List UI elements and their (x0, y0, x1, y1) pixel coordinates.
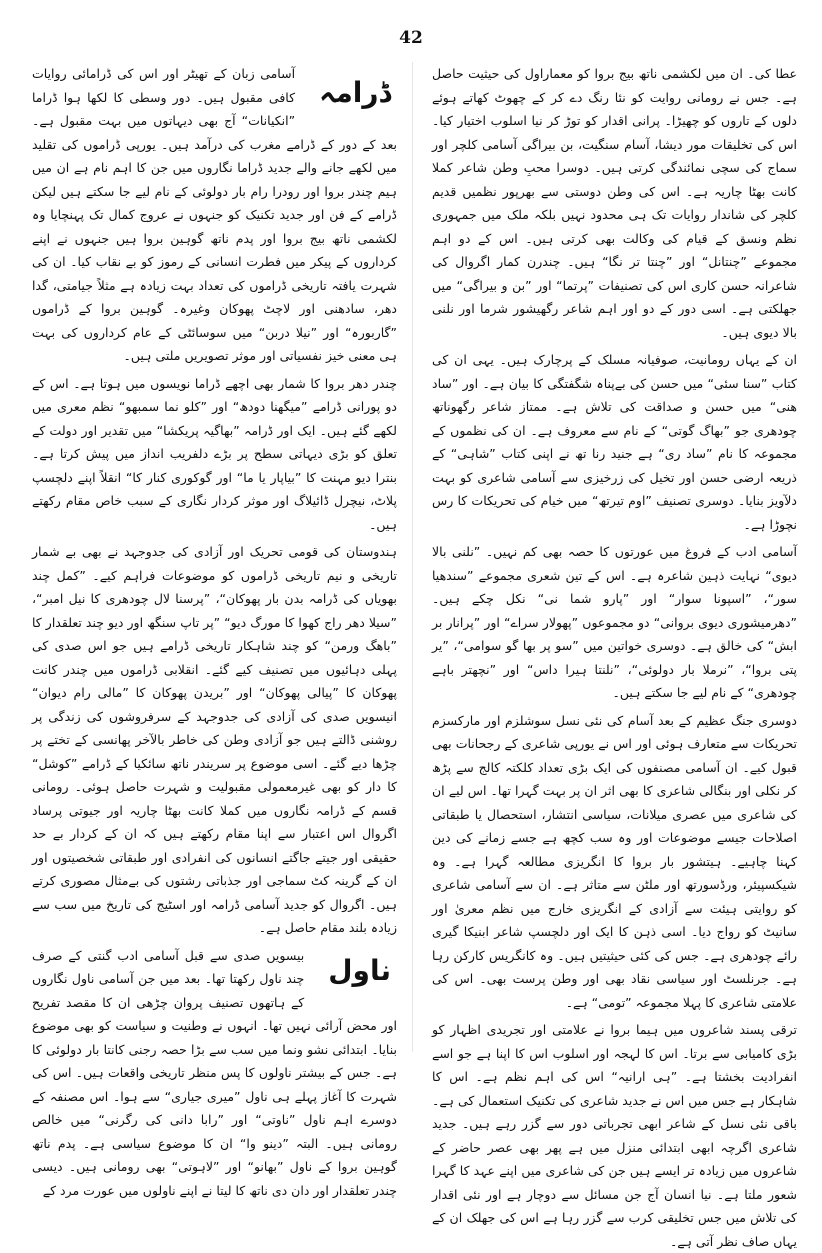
right-paragraph-5: ترقی پسند شاعروں میں ہیما بروا نے علامتی اور تجریدی اظہار کو بڑی کامیابی سے برتا۔ اس کا لہجہ اور اسلوب اس کا اپنا ہے جو اسے انفرادیت بخشتا ہے۔ ”ہی ارانیہ“ اس کی اہم نظم ہے۔ اس کا شاہکار ہے جس میں اس نے جدید شاعری کی تکنیک استعمال کی ہے۔ باقی نئی نسل کے شاعر ابھی تجرباتی دور سے گزر رہے ہیں۔ جدید شاعری اگرچہ ابھی ابتدائی منزل میں ہے پھر بھی عصر حاضر کے شاعروں میں زیادہ تر ایسے ہیں جن کی شاعری میں اپنے عہد کا گہرا شعور ملتا ہے۔ نیا انسان آج جن مسائل سے دوچار ہے اور نئی اقدار کی تلاش میں جس تخلیقی کرب سے گزر رہا ہے اس کی جھلک ان کے یہاں صاف نظر آتی ہے۔ (432, 1022, 797, 1249)
drama-paragraph-1: آسامی زبان کے تھیٹر اور اس کی ڈرامائی روایات کافی مقبول ہیں۔ دور وسطی کا لکھا ہوا ڈراما ”انکیانات“ آج بھی دیہاتوں میں بہت مقبول ہے۔ بعد کے دور کے ڈرامے مغرب کی درآمد ہیں۔ یورپی ڈراموں کی تقلید میں لکھے جانے والے جدید ڈراما نگاروں میں جن کا اہم نام ہے ان میں ہیم چندر بروا اور رودرا رام بار دولوئی کے نام لیے جا سکتے ہیں لیکن ڈرامے کے فن اور جدید تکنیک کو جنہوں نے عروج کمال تک پہنچایا وہ لکشمی ناتھ بیج بروا اور پدم ناتھ گوہین بروا ہیں جنہوں نے اپنے کرداروں کے پیکر میں فطرت انسانی کے رموز کو بے نقاب کیا۔ ان کی شہرت یافتہ تاریخی ڈراموں کی تعداد بہت زیادہ ہے مثلاً جیامتی، گدا دھر، سادھنی اور لاچٹ پھوکان وغیرہ۔ گوہین بروا کے ڈراموں ”گاربورہ“ اور ”نیلا دربن“ میں سوسائٹی کے عام کرداروں کی بہت ہی معنی خیز نفسیاتی اور موثر تصویریں ملتی ہیں۔ (32, 66, 397, 363)
novel-heading: ناول (328, 953, 391, 987)
right-paragraph-2: ان کے یہاں رومانیت، صوفیانہ مسلک کے پرچارک ہیں۔ یہی ان کی کتاب ”سنا سئی“ میں حسن کی بےپناہ شگفتگی کا بیان ہے۔ اور ”ساد ھنی“ میں حسن و صداقت کی تلاش ہے۔ ممتاز شاعر رگھوناتھ چودھری جو ”بھاگ گوتی“ کے نام سے معروف ہے۔ ان کی نظموں کے مجموعہ کا نام ”ساد ری“ ہے جنید رنا تھ نے اپنی کتاب ”شاہی“ کے ذریعہ ارضی حسن اور تخیل کی زرخیزی سے آسامی شاعری کو بہت دلآویز بنایا۔ دوسری تصنیف ”اوم تیرتھ“ میں خیام کی تحریکات کا رس نچوڑا ہے۔ (432, 352, 797, 532)
column-divider (412, 62, 413, 1052)
novel-paragraph-1: بیسویں صدی سے قبل آسامی ادب گنتی کے صرف چند ناول رکھتا تھا۔ بعد میں جن آسامی ناول نگاروں کے ہاتھوں تصنیف پروان چڑھی ان کا مقصد تفریح اور محض آرائی نہیں تھا۔ انہوں نے وطنیت و سیاست کو بھی موضوع بنایا۔ ابتدائی نشو ونما میں سب سے بڑا حصہ رجنی کانتا بار دولوئی کا ہے۔ جس کے بیشتر ناولوں کا پس منظر تاریخی واقعات ہیں۔ اس کی شہرت کا آغاز پہلے ہی ناول ”میری جیاری“ سے ہوا۔ اس مصنفہ کے دوسرے اہم ناول ”ناوتی“ اور ”رابا دانی کی رگرنی“ میں خالص رومانی ہیں۔ البتہ ”دینو وا“ ان کا موضوع سیاسی ہے۔ پدم ناتھ گوہین بروا کے ناول ”بھانو“ اور ”لاہوتی“ بھی رومانی ہیں۔ دیسی چندر تعلقدار اور دان دی ناتھ کا لیتا نے اپنے ناولوں میں عورت مرد کے (32, 947, 397, 1198)
right-paragraph-3: آسامی ادب کے فروغ میں عورتوں کا حصہ بھی کم نہیں۔ ”نلنی بالا دیوی“ نہایت ذہین شاعرہ ہے۔ اس کے تین شعری مجموعے ”سندھیا سور“، ”اسپونا سوار“ اور ”پارو شما نی“ نکل چکے ہیں۔ ”دھرمیشوری دیوی بروانی“ دو مجموعوں ”پھولار سراے“ اور ”پرانار بر ابش“ کی خالق ہے۔ دوسری خواتین میں ”سو پر بھا گو سوامی“، ”یر پتی بروا“، ”نرملا بار دولوئی“، ”نلنتا ہیرا داس“ اور ”نچھتر باہے چودھری“ کے نام لیے جا سکتے ہیں۔ (432, 544, 797, 700)
right-paragraph-1: عطا کی۔ ان میں لکشمی ناتھ بیج بروا کو معماراول کی حیثیت حاصل ہے۔ جس نے رومانی روایت کو نئا رنگ دے کر کے چھوٹ کھاتے ہوئے دلوں کے تاروں کو چھیڑا۔ پرانی اقدار کو توڑ کر نیا اسلوب اختیار کیا۔ اس کی تخلیقات مور دیشا، آسام سنگیت، بن بیراگی آسامی کلچر اور سماج کی سچی نمائندگی کرتی ہیں۔ دوسرا محبِ وطن شاعر کملا کانت بھٹا چاریہ ہے۔ اس کی وطن دوستی سے بھرپور نظمیں قدیم کلچر کی شاندار روایات تک ہی محدود نہیں بلکہ ملک میں جمہوری نظم ونسق کے قیام کی وکالت بھی کرتی ہیں۔ اس کے دو اہم مجموعے ”چنتانل“ اور ”چنتا تر نگا“ ہیں۔ چندرن کمار اگروال کی شاعرانہ حسن کاری اس کی تصنیفات ”پرتما“ اور ”بن و بیراگی“ میں جھلکتی ہے۔ اسی دور کے دو اور اہم شاعر رگھیشور شرما اور نلنی بالا دیوی ہیں۔ (432, 66, 797, 340)
drama-paragraph-2: چندر دھر بروا کا شمار بھی اچھے ڈراما نویسوں میں ہوتا ہے۔ اس کے دو پورانی ڈرامے ”میگھنا دودھ“ اور ”کلو نما سمبھو“ نظم معری میں لکھے گئے ہیں۔ ایک اور ڈرامہ ”بھاگیہ پریکشا“ میں تقدیر اور دولت کے تعلق کو بڑی دیہاتی سطح پر بڑے دلفریب انداز میں پیش کرتا ہے۔ بنترا دیو مہنت کا ”بیاپار یا ما“ اور گوکوری کنار کا“ انقلاً اپنے دلچسپ پلاٹ، نیچرل ڈائیلاگ اور موثر کردار نگاری کے سبب خاص مقام رکھتے ہیں۔ (32, 375, 397, 532)
right-paragraph-4: دوسری جنگ عظیم کے بعد آسام کی نئی نسل سوشلزم اور مارکسزم تحریکات سے متعارف ہوئی اور اس نے یورپی شاعری کے رجحانات بھی قبول کیے۔ ان آسامی مصنفوں کی ایک بڑی تعداد کلکتہ کالج سے پڑھ کر نکلی اور بنگالی شاعری کا بھی اثر ان پر بہت گہرا تھا۔ اس لیے ان کی شاعری میں عصری میلانات، سیاسی انتشار، استحصال یا طبقاتی اصلاحات جیسے موضوعات اور وہ سب کچھ ہے جسے زمانے کی دین کہنا چاہیے۔ ہیتشور بار بروا کا انگریزی مطالعہ گہرا ہے۔ وہ شیکسپیئر، ورڈسورتھ اور ملٹن سے متاثر ہے۔ ان سے آسامی شاعری کو روایتی ہیئت سے آزادی کے انگریزی خارج میں نظم معریٰ اور سانیٹ کو رواج دیا۔ اسی ذہن کا ایک اور دلچسپ شاعر ابنیکا گیری رائے چودھری ہے۔ جس کی کئی حیثیتیں ہیں۔ وہ کانگریس کارکن رہا ہے۔ جرنلسٹ اور سیاسی نقاد بھی اور وطن پرست بھی۔ اس کی علامتی شاعری کا پہلا مجموعہ ”تومی“ ہے۔ (432, 712, 797, 1010)
page-number: 42 (399, 28, 423, 48)
drama-heading: ڈرامہ (319, 76, 391, 109)
drama-paragraph-3: ہندوستان کی قومی تحریک اور آزادی کی جدوجہد نے بھی بے شمار تاریخی و نیم تاریخی ڈراموں کو موضوعات فراہم کیے۔ ”کمل چند بھویاں کی ڈرامہ بدن بار پھوکان“، ”پرسنا لال چودھری کا نیل امبر“، ”سیلا دھر راج کھوا کا مورگ دیو“ ”پر تاپ سنگھ اور دیو چند تعلقدار کا ”باھگ ورمن“ کو چند شاہکار تاریخی ڈرامے ہیں جو اس صدی کی پہلی دہائیوں میں تصنیف کیے گئے۔ انقلابی ڈراموں میں چندر کانت پھوکان کا ”پیالی پھوکان“ اور ”بریدن پھوکان کا ”مالی رام دیوان“ انیسویں صدی کی آزادی کی جدوجہد کے سرفروشوں کی زندگی پر روشنی ڈالتے ہیں جو آزادی وطن کی خاطر بالآخر پھانسی کے تختے پر چڑھا دیے گئے۔ اسی موضوع پر سریندر ناتھ سائکیا کے ڈرامے ”کوشل“ کا دار کو بھی غیرمعمولی مقبولیت و شہرت حاصل ہوئی۔ رومانی قسم کے ڈرامہ نگاروں میں کملا کانت بھٹا چاریہ اور جیوتی پرساد اگروال اس اعتبار سے اپنا مقام رکھتے ہیں کہ ان کے کردار بے حد حقیقی اور جیتے جاگتے انسانوں کی انفرادی اور طبقاتی شخصیتوں اور ان کے گرینہ کٹ سماجی اور جذباتی رشتوں کی بےمثال مصوری کرتے ہیں۔ اگروال کو جدید آسامی ڈرامہ اور اسٹیج کی تاریخ میں سب سے زیادہ بلند مقام حاصل ہے۔ (32, 544, 397, 935)
right-column (432, 62, 797, 1249)
left-column (32, 62, 397, 1198)
